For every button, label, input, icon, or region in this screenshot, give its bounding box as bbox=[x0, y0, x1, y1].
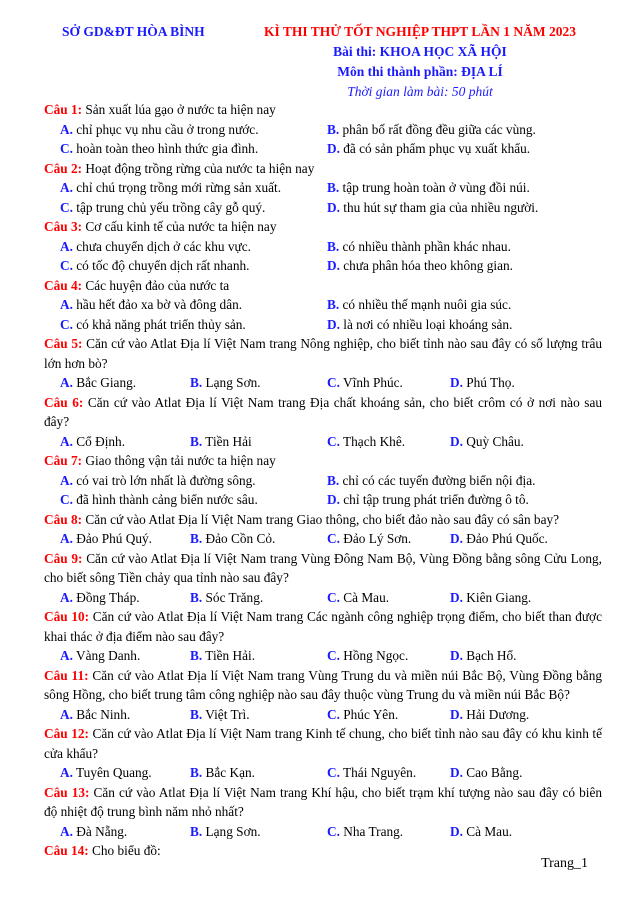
option-text: chỉ phục vụ nhu cầu ở trong nước. bbox=[76, 121, 259, 137]
answer-option bbox=[327, 646, 408, 666]
option-text: Quỳ Châu. bbox=[466, 433, 524, 449]
question-8 bbox=[44, 510, 602, 549]
option-text: Kiên Giang. bbox=[466, 589, 532, 605]
question-stem bbox=[44, 724, 602, 763]
option-letter: C. bbox=[327, 589, 340, 605]
option-text: chưa phân hóa theo không gian. bbox=[343, 258, 513, 273]
answer-option bbox=[450, 763, 522, 783]
option-letter: D. bbox=[450, 589, 463, 605]
option-letter: D. bbox=[327, 492, 340, 507]
question-3 bbox=[44, 217, 602, 276]
option-letter: C. bbox=[327, 648, 340, 663]
answer-option bbox=[60, 646, 140, 666]
answer-option bbox=[190, 432, 252, 452]
option-letter: A. bbox=[60, 472, 73, 488]
option-text: Đảo Phú Quý. bbox=[76, 531, 152, 546]
question-stem bbox=[44, 276, 602, 296]
option-text: Đảo Phú Quốc. bbox=[466, 531, 548, 546]
option-text: Đảo Cồn Cỏ. bbox=[205, 531, 276, 546]
option-letter: D. bbox=[327, 316, 340, 332]
option-text: Cổ Định. bbox=[76, 433, 126, 449]
option-text: là nơi có nhiều loại khoáng sản. bbox=[343, 316, 513, 332]
option-letter: A. bbox=[60, 531, 73, 546]
option-letter: D. bbox=[450, 823, 463, 839]
question-4 bbox=[44, 276, 602, 335]
answer-option bbox=[190, 373, 261, 393]
exam-duration: Thời gian làm bài: 50 phút bbox=[347, 84, 493, 99]
answer-option bbox=[60, 295, 242, 315]
question-14 bbox=[44, 841, 602, 861]
answer-option bbox=[450, 822, 512, 842]
option-text: Cà Mau. bbox=[343, 589, 390, 605]
answer-option bbox=[450, 529, 548, 549]
option-letter: D. bbox=[450, 433, 463, 449]
answer-option bbox=[327, 432, 405, 452]
question-label: Câu 14: bbox=[44, 843, 89, 858]
option-letter: A. bbox=[60, 297, 73, 312]
option-text: Lạng Sơn. bbox=[205, 375, 261, 390]
option-letter: A. bbox=[60, 765, 73, 780]
answer-option bbox=[327, 373, 403, 393]
answer-row bbox=[44, 588, 602, 608]
answer-option bbox=[60, 178, 281, 198]
option-letter: D. bbox=[327, 258, 340, 273]
answer-option bbox=[450, 705, 529, 725]
question-6 bbox=[44, 393, 602, 452]
answer-option bbox=[450, 646, 517, 666]
option-letter: A. bbox=[60, 706, 73, 722]
option-letter: B. bbox=[327, 297, 340, 312]
page-number: Trang_1 bbox=[541, 856, 588, 871]
answer-option bbox=[60, 822, 127, 842]
option-letter: C. bbox=[327, 531, 340, 546]
answer-row bbox=[44, 490, 602, 510]
option-text: phân bố rất đồng đều giữa các vùng. bbox=[342, 121, 536, 137]
question-list bbox=[44, 100, 602, 861]
option-text: Cao Bằng. bbox=[466, 765, 523, 780]
answer-row bbox=[44, 529, 602, 549]
option-letter: D. bbox=[450, 706, 463, 722]
answer-option bbox=[327, 822, 403, 842]
option-text: chỉ tập trung phát triển đường ô tô. bbox=[343, 492, 529, 507]
question-text: Căn cứ vào Atlat Địa lí Việt Nam trang Kinh tế chung, cho biết tỉnh nào sau đây có khu kinh tế cửa khẩu? bbox=[44, 726, 603, 761]
answer-option bbox=[450, 432, 524, 452]
option-text: có tốc độ chuyển dịch rất nhanh. bbox=[76, 258, 250, 273]
option-letter: A. bbox=[60, 180, 73, 195]
question-label: Câu 10: bbox=[44, 609, 90, 624]
question-text: Hoạt động trồng rừng của nước ta hiện nay bbox=[85, 160, 315, 176]
question-9 bbox=[44, 549, 602, 608]
option-letter: C. bbox=[60, 258, 73, 273]
option-letter: D. bbox=[450, 531, 463, 546]
answer-row bbox=[44, 471, 602, 491]
option-letter: B. bbox=[327, 238, 340, 254]
answer-row bbox=[44, 432, 602, 452]
question-stem bbox=[44, 100, 602, 120]
option-letter: C. bbox=[327, 706, 340, 722]
question-text: Giao thông vận tải nước ta hiện nay bbox=[85, 453, 276, 468]
answer-option bbox=[327, 120, 536, 140]
answer-row bbox=[44, 178, 602, 198]
option-letter: B. bbox=[327, 180, 340, 195]
answer-option bbox=[60, 373, 136, 393]
option-text: có vai trò lớn nhất là đường sông. bbox=[76, 472, 256, 488]
answer-row bbox=[44, 237, 602, 257]
option-letter: C. bbox=[327, 375, 340, 390]
question-label: Câu 5: bbox=[44, 336, 83, 351]
option-letter: B. bbox=[327, 472, 340, 488]
question-text: Các huyện đảo của nước ta bbox=[85, 277, 230, 293]
option-letter: B. bbox=[190, 589, 203, 605]
question-stem bbox=[44, 334, 602, 373]
question-text: Cho biểu đồ: bbox=[92, 843, 161, 858]
option-text: Vàng Danh. bbox=[76, 648, 141, 663]
option-letter: A. bbox=[60, 375, 73, 390]
option-text: chưa chuyển dịch ở các khu vực. bbox=[76, 238, 251, 254]
answer-row bbox=[44, 646, 602, 666]
answer-option bbox=[190, 705, 250, 725]
exam-title-block bbox=[220, 24, 620, 100]
option-text: có nhiều thế mạnh nuôi gia súc. bbox=[342, 297, 512, 312]
question-7 bbox=[44, 451, 602, 510]
question-stem bbox=[44, 159, 602, 179]
question-label: Câu 8: bbox=[44, 511, 83, 527]
question-label: Câu 2: bbox=[44, 160, 83, 176]
answer-option bbox=[327, 529, 411, 549]
option-text: thu hút sự tham gia của nhiều người. bbox=[343, 199, 539, 215]
option-text: Phúc Yên. bbox=[343, 706, 399, 722]
answer-option bbox=[60, 237, 251, 257]
question-text: Cơ cấu kinh tế của nước ta hiện nay bbox=[85, 219, 277, 234]
option-letter: C. bbox=[60, 316, 73, 332]
question-stem bbox=[44, 841, 602, 861]
option-text: đã hình thành cảng biển nước sâu. bbox=[76, 492, 258, 507]
answer-option bbox=[327, 256, 513, 276]
answer-option bbox=[60, 256, 249, 276]
question-1 bbox=[44, 100, 602, 159]
option-letter: D. bbox=[327, 141, 340, 156]
answer-option bbox=[190, 529, 275, 549]
question-text: Sản xuất lúa gạo ở nước ta hiện nay bbox=[85, 102, 276, 117]
option-text: Đảo Lý Sơn. bbox=[343, 531, 412, 546]
question-text: Căn cứ vào Atlat Địa lí Việt Nam trang Nông nghiệp, cho biết tỉnh nào sau đây có số lượng trâu lớn hơn bò? bbox=[44, 336, 603, 371]
answer-option bbox=[327, 139, 530, 159]
answer-row bbox=[44, 139, 602, 159]
answer-option bbox=[60, 432, 125, 452]
question-label: Câu 9: bbox=[44, 550, 83, 566]
option-text: Bạch Hổ. bbox=[466, 648, 517, 663]
option-letter: B. bbox=[190, 531, 203, 546]
option-letter: B. bbox=[190, 706, 203, 722]
option-letter: A. bbox=[60, 589, 73, 605]
exam-component: Môn thi thành phần: ĐỊA LÍ bbox=[337, 64, 503, 79]
question-stem bbox=[44, 510, 602, 530]
answer-row bbox=[44, 315, 602, 335]
answer-option bbox=[60, 705, 130, 725]
option-text: đã có sản phẩm phục vụ xuất khẩu. bbox=[343, 141, 531, 156]
option-text: Tuyên Quang. bbox=[76, 765, 152, 780]
answer-option bbox=[190, 588, 263, 608]
option-letter: C. bbox=[327, 823, 340, 839]
option-text: Đà Nẵng. bbox=[76, 823, 128, 839]
answer-option bbox=[190, 646, 255, 666]
option-letter: B. bbox=[190, 433, 203, 449]
option-text: Phú Thọ. bbox=[466, 375, 515, 390]
question-text: Căn cứ vào Atlat Địa lí Việt Nam trang Địa chất khoáng sản, cho biết crôm có ở nơi nào sau đây? bbox=[44, 394, 602, 429]
answer-row bbox=[44, 295, 602, 315]
exam-title: KÌ THI THỬ TỐT NGHIỆP THPT LẦN 1 NĂM 2023 bbox=[264, 24, 576, 39]
option-letter: C. bbox=[327, 433, 340, 449]
option-text: tập trung chủ yếu trồng cây gỗ quý. bbox=[76, 199, 266, 215]
question-stem bbox=[44, 783, 602, 822]
option-text: Hải Dương. bbox=[466, 706, 530, 722]
answer-option bbox=[60, 763, 152, 783]
answer-option bbox=[60, 315, 246, 335]
option-text: Vĩnh Phúc. bbox=[343, 375, 403, 390]
option-letter: B. bbox=[190, 823, 203, 839]
question-12 bbox=[44, 724, 602, 783]
option-text: Bắc Giang. bbox=[76, 375, 137, 390]
option-text: Đồng Tháp. bbox=[76, 589, 140, 605]
option-letter: D. bbox=[450, 375, 463, 390]
option-text: Bắc Ninh. bbox=[76, 706, 131, 722]
answer-option bbox=[327, 178, 530, 198]
option-text: Cà Mau. bbox=[466, 823, 513, 839]
answer-row bbox=[44, 822, 602, 842]
option-text: Việt Trì. bbox=[205, 706, 250, 722]
option-letter: A. bbox=[60, 433, 73, 449]
answer-option bbox=[60, 588, 140, 608]
question-text: Căn cứ vào Atlat Địa lí Việt Nam trang Vùng Đông Nam Bộ, Vùng Đồng bằng sông Cửu Long, cho biết sông Tiền chảy qua tỉnh nào sau đây? bbox=[44, 550, 602, 585]
answer-option bbox=[327, 237, 511, 257]
answer-option bbox=[60, 198, 265, 218]
answer-option bbox=[60, 120, 259, 140]
answer-row bbox=[44, 763, 602, 783]
option-letter: D. bbox=[450, 648, 463, 663]
option-letter: B. bbox=[327, 121, 340, 137]
question-text: Căn cứ vào Atlat Địa lí Việt Nam trang Giao thông, cho biết đảo nào sau đây có sân bay? bbox=[85, 511, 560, 527]
option-text: Sóc Trăng. bbox=[205, 589, 264, 605]
option-text: Lạng Sơn. bbox=[205, 823, 261, 839]
answer-option bbox=[60, 490, 258, 510]
option-letter: C. bbox=[60, 141, 73, 156]
option-text: có khả năng phát triển thủy sản. bbox=[76, 316, 246, 332]
option-text: Thái Nguyên. bbox=[343, 765, 417, 780]
answer-option bbox=[327, 588, 389, 608]
answer-option bbox=[450, 588, 531, 608]
answer-row bbox=[44, 256, 602, 276]
answer-option bbox=[190, 822, 261, 842]
answer-option bbox=[327, 295, 511, 315]
question-13 bbox=[44, 783, 602, 842]
answer-option bbox=[60, 139, 258, 159]
question-5 bbox=[44, 334, 602, 393]
option-text: hoàn toàn theo hình thức gia đình. bbox=[76, 141, 259, 156]
option-letter: D. bbox=[327, 199, 340, 215]
option-text: chỉ chú trọng trồng mới rừng sản xuất. bbox=[76, 180, 282, 195]
department-name: SỞ GD&ĐT HÒA BÌNH bbox=[62, 24, 205, 39]
question-10 bbox=[44, 607, 602, 666]
option-letter: A. bbox=[60, 823, 73, 839]
option-letter: C. bbox=[327, 765, 340, 780]
exam-header bbox=[0, 24, 640, 104]
question-label: Câu 4: bbox=[44, 277, 83, 293]
answer-option bbox=[327, 315, 512, 335]
question-stem bbox=[44, 217, 602, 237]
answer-option bbox=[60, 471, 256, 491]
answer-option bbox=[327, 198, 538, 218]
answer-row bbox=[44, 705, 602, 725]
option-text: Nha Trang. bbox=[343, 823, 404, 839]
question-stem bbox=[44, 549, 602, 588]
option-letter: C. bbox=[60, 492, 73, 507]
option-text: Hồng Ngọc. bbox=[343, 648, 409, 663]
answer-option bbox=[450, 373, 515, 393]
answer-option bbox=[327, 763, 416, 783]
option-text: Bắc Kạn. bbox=[205, 765, 256, 780]
question-stem bbox=[44, 393, 602, 432]
answer-option bbox=[60, 529, 152, 549]
option-text: có nhiều thành phần khác nhau. bbox=[342, 238, 511, 254]
option-letter: D. bbox=[450, 765, 463, 780]
option-text: Tiền Hải bbox=[205, 433, 252, 449]
question-11 bbox=[44, 666, 602, 725]
option-text: Thạch Khê. bbox=[343, 433, 406, 449]
question-stem bbox=[44, 451, 602, 471]
option-letter: A. bbox=[60, 648, 73, 663]
answer-option bbox=[327, 705, 398, 725]
question-label: Câu 6: bbox=[44, 394, 84, 410]
option-letter: A. bbox=[60, 238, 73, 254]
question-2 bbox=[44, 159, 602, 218]
option-letter: A. bbox=[60, 121, 73, 137]
question-label: Câu 1: bbox=[44, 102, 83, 117]
question-label: Câu 11: bbox=[44, 667, 89, 683]
question-text: Căn cứ vào Atlat Địa lí Việt Nam trang Khí hậu, cho biết trạm khí tượng nào sau đây có biên độ nhiệt độ trung bình năm nhỏ nhất? bbox=[44, 784, 602, 819]
question-label: Câu 3: bbox=[44, 219, 83, 234]
answer-option bbox=[327, 490, 529, 510]
option-letter: C. bbox=[60, 199, 73, 215]
answer-option bbox=[327, 471, 535, 491]
option-text: hầu hết đảo xa bờ và đông dân. bbox=[76, 297, 243, 312]
answer-row bbox=[44, 198, 602, 218]
question-text: Căn cứ vào Atlat Địa lí Việt Nam trang Các ngành công nghiệp trọng điểm, cho biết than được khai thác ở địa điểm nào sau đây? bbox=[44, 609, 602, 644]
question-stem bbox=[44, 666, 602, 705]
exam-subject: Bài thi: KHOA HỌC XÃ HỘI bbox=[333, 44, 507, 59]
option-text: chỉ có các tuyến đường biển nội địa. bbox=[342, 472, 536, 488]
option-text: tập trung hoàn toàn ở vùng đồi núi. bbox=[342, 180, 530, 195]
option-letter: B. bbox=[190, 375, 203, 390]
option-letter: B. bbox=[190, 765, 203, 780]
question-label: Câu 13: bbox=[44, 784, 90, 800]
question-text: Căn cứ vào Atlat Địa lí Việt Nam trang Vùng Trung du và miền núi Bắc Bộ, Vùng Đồng bằng sông Hồng, cho biết trung tâm công nghiệp nào sau đây thuộc vùng Trung du và miền núi Bắc Bộ? bbox=[44, 667, 602, 702]
option-text: Tiền Hải. bbox=[205, 648, 256, 663]
question-label: Câu 12: bbox=[44, 726, 89, 741]
answer-row bbox=[44, 120, 602, 140]
answer-row bbox=[44, 373, 602, 393]
question-stem bbox=[44, 607, 602, 646]
question-label: Câu 7: bbox=[44, 453, 83, 468]
answer-option bbox=[190, 763, 255, 783]
option-letter: B. bbox=[190, 648, 203, 663]
